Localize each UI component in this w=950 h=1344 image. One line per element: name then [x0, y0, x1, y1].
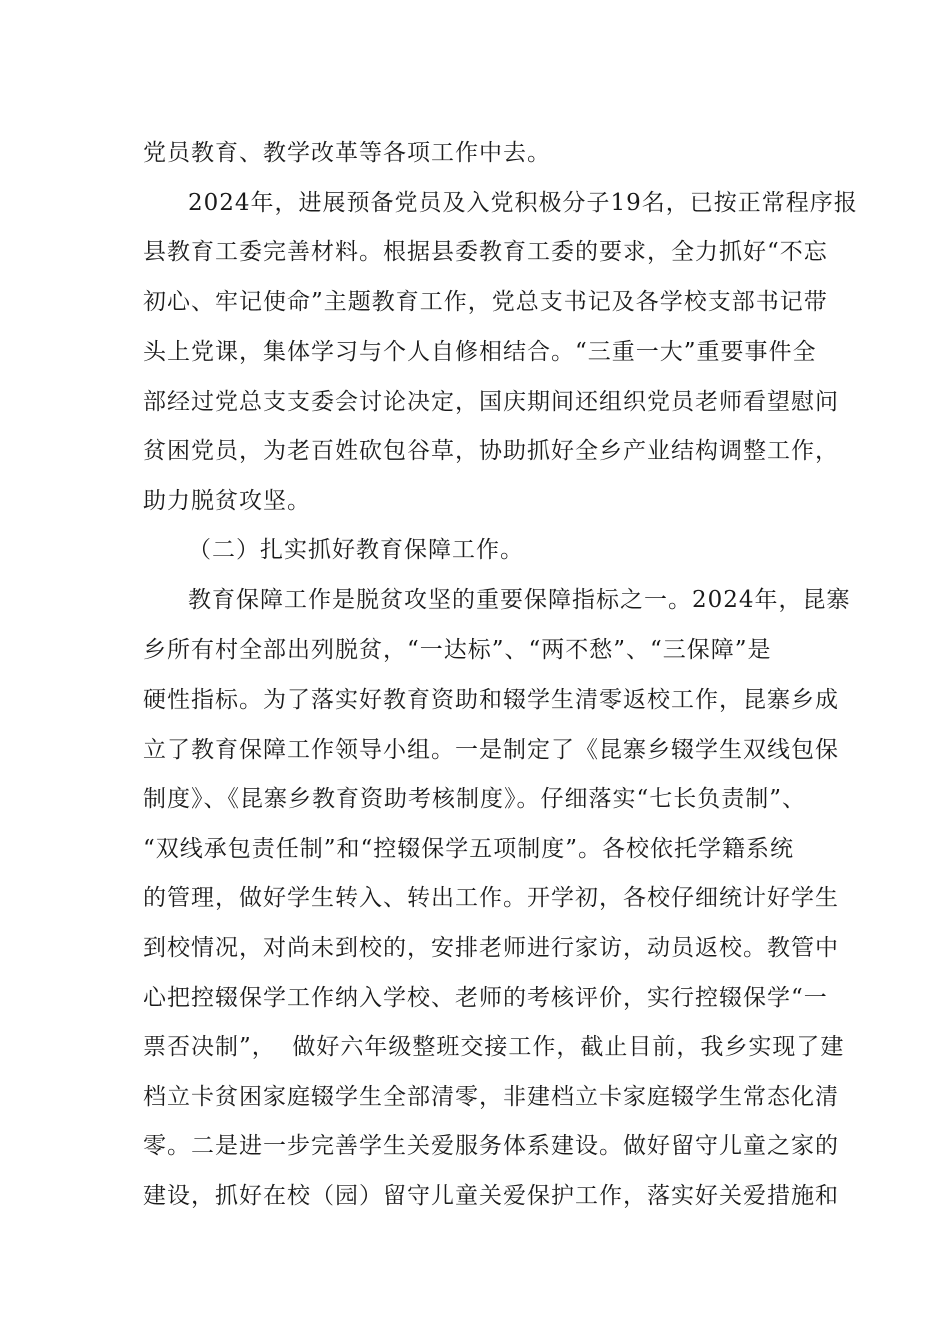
text-line: 档立卡贫困家庭辍学生全部清零，非建档立卡家庭辍学生常态化清 — [143, 1084, 839, 1110]
text-line: 县教育工委完善材料。根据县委教育工委的要求，全力抓好“不忘 — [143, 239, 828, 265]
text-line: 立了教育保障工作领导小组。一是制定了《昆寨乡辍学生双线包保 — [143, 737, 839, 763]
text-line: 心把控辍保学工作纳入学校、老师的考核评价，实行控辍保学“一 — [143, 985, 828, 1011]
text-line: 乡所有村全部出列脱贫，“一达标”、“两不愁”、“三保障”是 — [143, 637, 772, 663]
text-line: 零。二是进一步完善学生关爱服务体系建设。做好留守儿童之家的 — [143, 1133, 839, 1159]
text-line: 硬性指标。为了落实好教育资助和辍学生清零返校工作，昆寨乡成 — [143, 687, 839, 713]
text-line: 党员教育、教学改革等各项工作中去。 — [143, 140, 551, 166]
text-line: 到校情况，对尚未到校的，安排老师进行家访，动员返校。教管中 — [143, 935, 839, 961]
text-line: 制度》、《昆寨乡教育资助考核制度》。仔细落实“七长负责制”、 — [143, 786, 807, 812]
text-line: 的管理，做好学生转入、转出工作。开学初，各校仔细统计好学生 — [143, 885, 839, 911]
text-line: 初心、牢记使命”主题教育工作，党总支书记及各学校支部书记带 — [143, 289, 828, 315]
text-line: 部经过党总支支委会讨论决定，国庆期间还组织党员老师看望慰问 — [143, 389, 839, 415]
text-line: 头上党课，集体学习与个人自修相结合。“三重一大”重要事件全 — [143, 339, 817, 365]
text-line: 建设，抓好在校（园）留守儿童关爱保护工作，落实好关爱措施和 — [143, 1183, 839, 1209]
text-line: 票否决制”， 做好六年级整班交接工作，截止目前，我乡实现了建 — [143, 1034, 845, 1060]
text-line: 助力脱贫攻坚。 — [143, 488, 311, 514]
text-line: “双线承包责任制”和“控辍保学五项制度”。各校依托学籍系统 — [143, 836, 795, 862]
text-line: 教育保障工作是脱贫攻坚的重要保障指标之一。2024年，昆寨 — [188, 587, 851, 613]
text-line: 2024年，进展预备党员及入党积极分子19名，已按正常程序报 — [188, 190, 858, 216]
section-heading: （二）扎实抓好教育保障工作。 — [188, 537, 524, 563]
text-line: 贫困党员，为老百姓砍包谷草，协助抓好全乡产业结构调整工作， — [143, 438, 839, 464]
